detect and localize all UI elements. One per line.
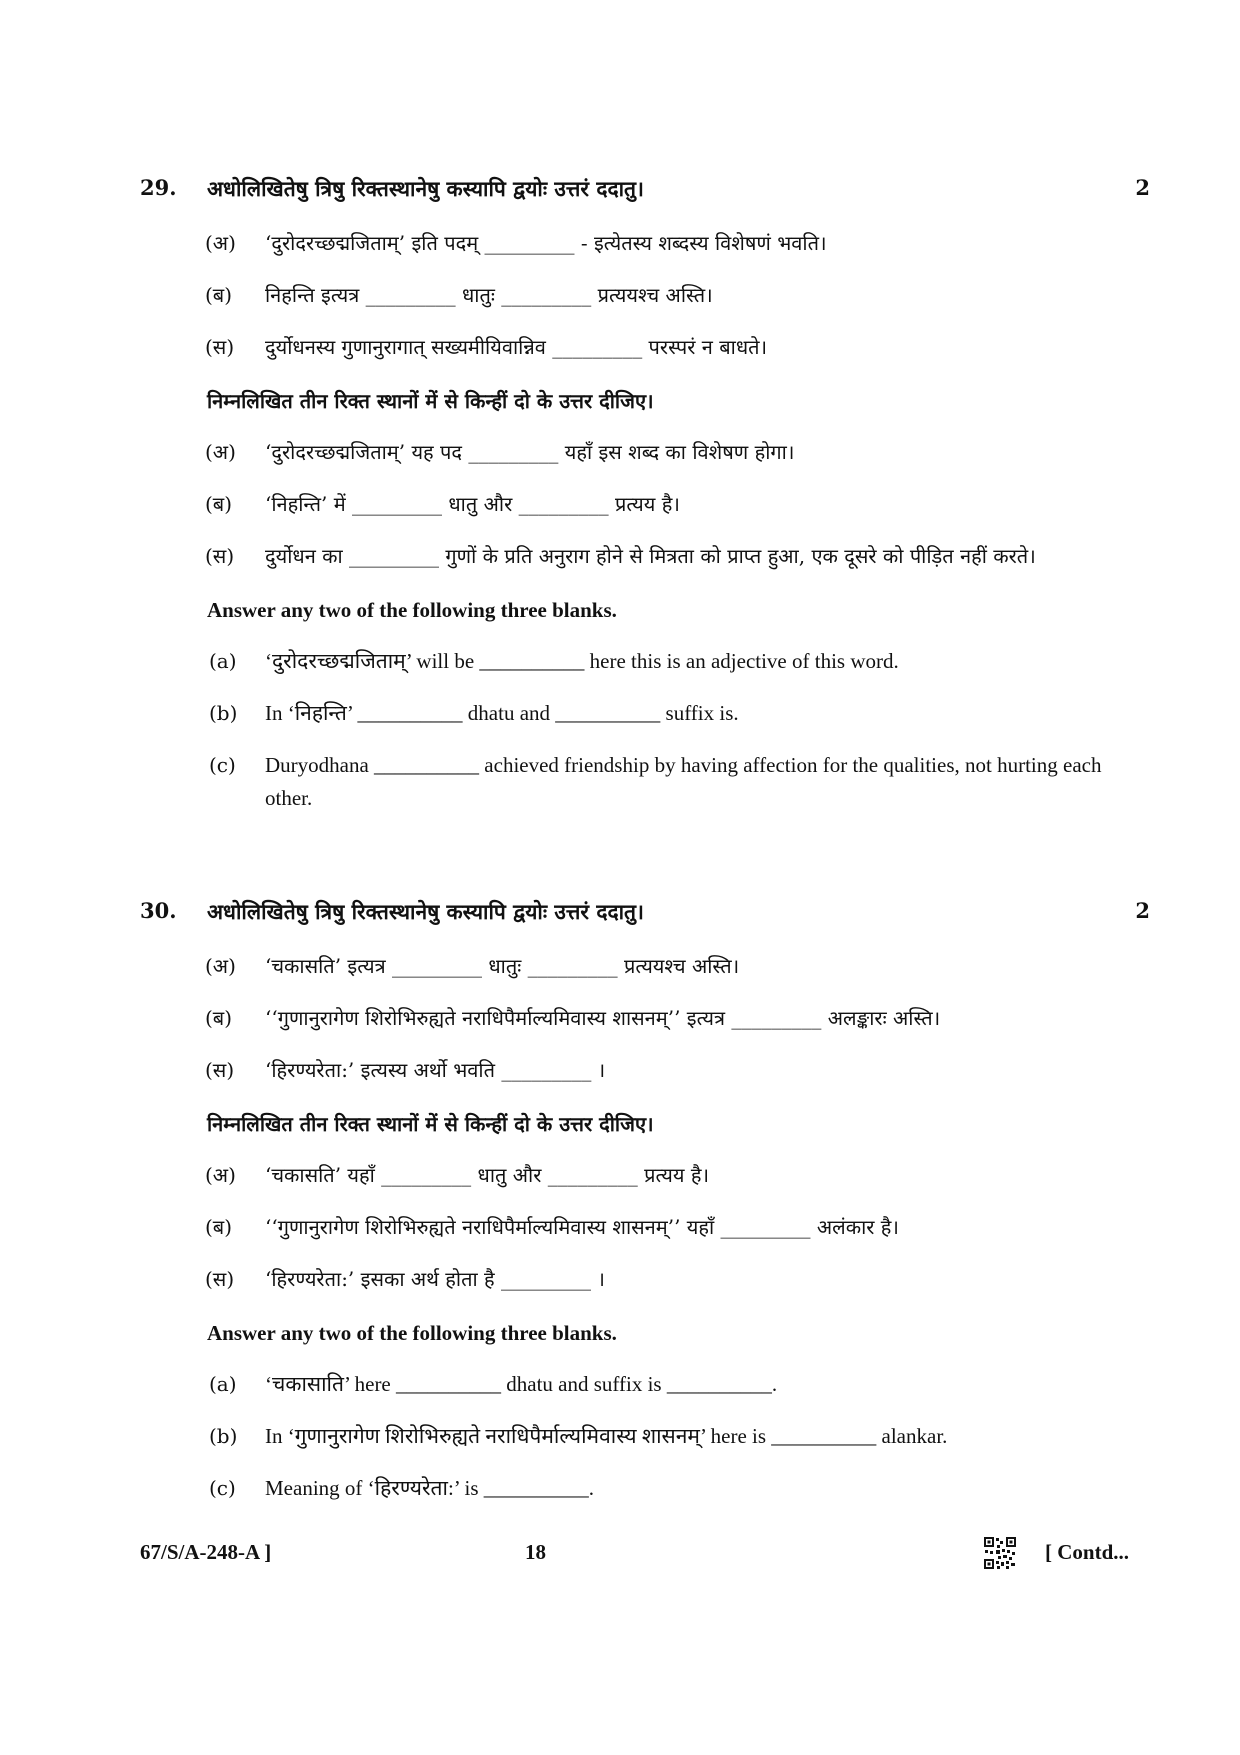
item-label: (स) (205, 335, 235, 359)
sanskrit-item (140, 1002, 1150, 1036)
sanskrit-item (140, 331, 1150, 365)
item-label: (a) (209, 649, 237, 673)
item-label: (c) (209, 1476, 236, 1500)
item-label: (ब) (205, 283, 233, 307)
item-label: (c) (209, 753, 236, 777)
english-item (140, 645, 1150, 679)
english-item (140, 697, 1150, 731)
item-text: ‘निहन्ति’ में _________ धातु और _________ प्रत्यय है। (265, 492, 680, 516)
item-text: ‘चकासाति’ here __________ dhatu and suffix is __________. (265, 1372, 778, 1396)
english-heading: Answer any two of the following three blanks. (207, 598, 617, 622)
hindi-item (140, 436, 1150, 470)
item-text: दुर्योधन का _________ गुणों के प्रति अनुराग होने से मित्रता को प्राप्त हुआ, एक दूसरे को पीड़ित नहीं करते। (265, 544, 1036, 568)
item-text: ‘चकासति’ यहाँ _________ धातु और _________ प्रत्यय है। (265, 1163, 710, 1187)
question-number: 29. (140, 175, 177, 200)
item-text: ‘चकासति’ इत्यत्र _________ धातुः _________ प्रत्ययश्च अस्ति। (265, 954, 740, 978)
qr-code-icon (983, 1536, 1017, 1570)
item-label: (ब) (205, 1215, 233, 1239)
item-text: ‘‘गुणानुरागेण शिरोभिरुह्यते नराधिपैर्माल्यमिवास्य शासनम्’’ इत्यत्र _________ अलङ्कारः अस्ति। (265, 1006, 941, 1030)
item-text: ‘हिरण्यरेता:’ इत्यस्य अर्थो भवति _________ । (265, 1058, 606, 1082)
hindi-heading: निम्नलिखित तीन रिक्त स्थानों में से किन्हीं दो के उत्तर दीजिए। (207, 1112, 654, 1136)
item-label: (ब) (205, 1006, 233, 1030)
item-label: (अ) (205, 440, 236, 464)
english-item (140, 1368, 1150, 1402)
item-text: ‘दुरोदरच्छद्मजिताम्’ इति पदम् _________ - इत्येतस्य शब्दस्य विशेषणं भवति। (265, 231, 827, 255)
english-heading: Answer any two of the following three blanks. (207, 1321, 617, 1345)
english-item (140, 1420, 1150, 1454)
item-label: (a) (209, 1372, 237, 1396)
item-text: ‘हिरण्यरेता:’ इसका अर्थ होता है _________ । (265, 1267, 605, 1291)
question-29 (140, 175, 1150, 815)
item-label: (अ) (205, 954, 236, 978)
question-30 (140, 898, 1150, 1506)
continued-label: [ Contd... (1045, 1540, 1130, 1564)
item-label: (ब) (205, 492, 233, 516)
item-text: ‘दुरोदरच्छद्मजिताम्’ will be __________ here this is an adjective of this word. (265, 649, 899, 673)
hindi-heading: निम्नलिखित तीन रिक्त स्थानों में से किन्हीं दो के उत्तर दीजिए। (207, 389, 654, 413)
item-label: (अ) (205, 231, 236, 255)
sanskrit-item (140, 227, 1150, 261)
paper-code: 67/S/A-248-A ] (140, 1540, 272, 1564)
question-number: 30. (140, 898, 177, 923)
sanskrit-item (140, 279, 1150, 313)
item-label: (स) (205, 1058, 235, 1082)
item-text: Meaning of ‘हिरण्यरेता:’ is __________. (265, 1476, 594, 1500)
hindi-item (140, 488, 1150, 522)
question-marks: 2 (1135, 175, 1150, 200)
item-text: ‘‘गुणानुरागेण शिरोभिरुह्यते नराधिपैर्माल्यमिवास्य शासनम्’’ यहाँ _________ अलंकार है। (265, 1215, 900, 1239)
hindi-item (140, 540, 1150, 574)
item-label: (b) (209, 1424, 238, 1448)
question-header (140, 898, 1150, 938)
question-marks: 2 (1135, 898, 1150, 923)
item-text: Duryodhana __________ achieved friendship by having affection for the qualities, not hurting each other. (265, 753, 1102, 810)
page-number: 18 (525, 1540, 546, 1564)
page-footer (0, 1540, 1240, 1580)
item-text: निहन्ति इत्यत्र _________ धातुः _________ प्रत्ययश्च अस्ति। (265, 283, 713, 307)
sanskrit-item (140, 950, 1150, 984)
item-text: In ‘गुणानुरागेण शिरोभिरुह्यते नराधिपैर्माल्यमिवास्य शासनम्’ here is __________ alankar. (265, 1424, 948, 1448)
item-text: In ‘निहन्ति’ __________ dhatu and __________ suffix is. (265, 701, 739, 725)
item-label: (स) (205, 544, 235, 568)
question-instruction: अधोलिखितेषु त्रिषु रिक्तस्थानेषु कस्यापि द्वयोः उत्तरं ददातु। (207, 176, 644, 201)
english-item (140, 1472, 1150, 1506)
item-label: (स) (205, 1267, 235, 1291)
sanskrit-item (140, 1054, 1150, 1088)
item-label: (b) (209, 701, 238, 725)
hindi-item (140, 1211, 1150, 1245)
item-label: (अ) (205, 1163, 236, 1187)
question-header (140, 175, 1150, 215)
item-text: दुर्योधनस्य गुणानुरागात् सख्यमीयिवान्निव _________ परस्परं न बाधते। (265, 335, 768, 359)
hindi-item (140, 1263, 1150, 1297)
english-item (140, 749, 1150, 815)
item-text: ‘दुरोदरच्छद्मजिताम्’ यह पद _________ यहाँ इस शब्द का विशेषण होगा। (265, 440, 795, 464)
question-instruction: अधोलिखितेषु त्रिषु रिक्तस्थानेषु कस्यापि द्वयोः उत्तरं ददातु। (207, 899, 644, 924)
hindi-item (140, 1159, 1150, 1193)
